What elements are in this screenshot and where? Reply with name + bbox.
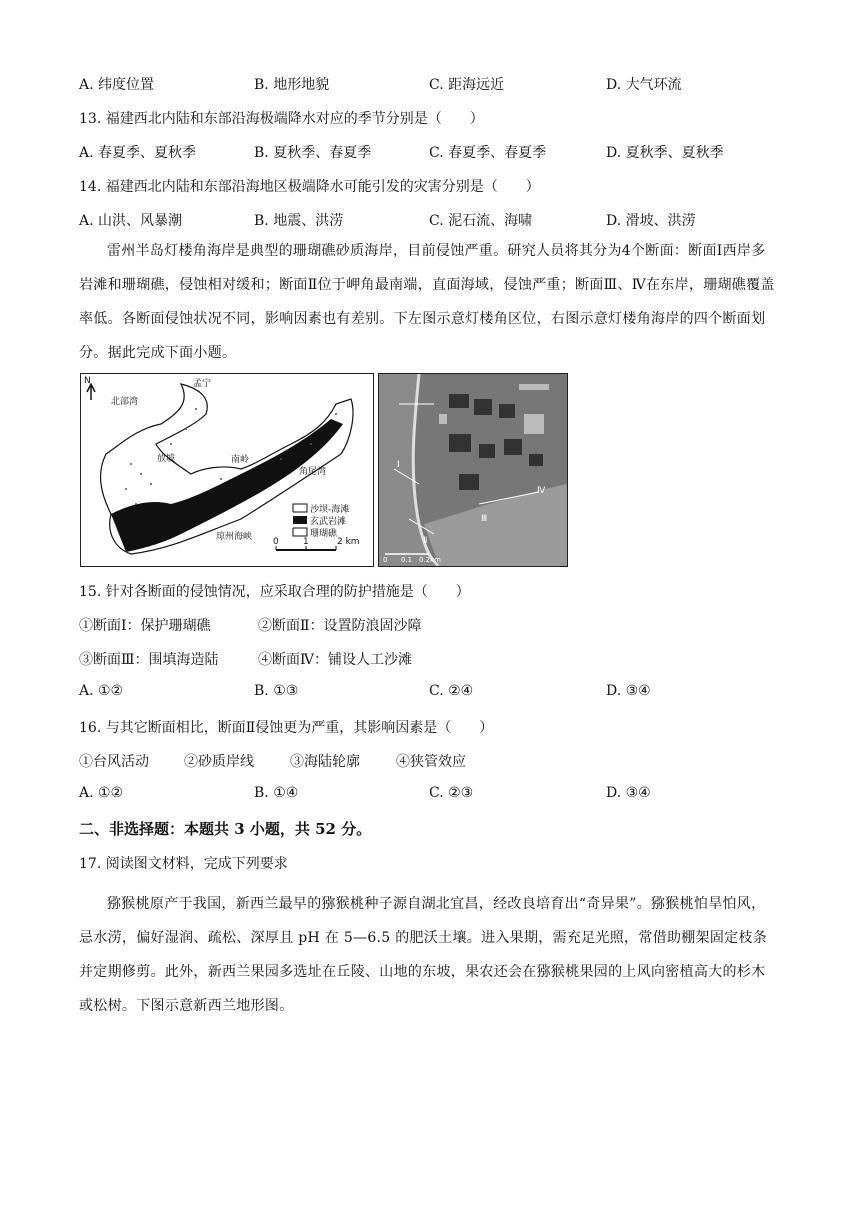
image-scale-0: 0 — [383, 556, 388, 564]
scale-0: 0 — [273, 537, 279, 547]
q17-stem: 17. 阅读图文材料，完成下列要求 — [79, 856, 288, 872]
q14-option-b: B. 地震、洪涝 — [254, 213, 344, 229]
section-4-label: Ⅳ — [537, 486, 546, 496]
q15-item-1: ①断面Ⅰ：保护珊瑚礁 — [79, 618, 211, 634]
label-mengning: 孟宁 — [193, 379, 212, 389]
q15-option-d: D. ③④ — [606, 683, 651, 699]
q16-option-d: D. ③④ — [606, 785, 651, 801]
q14-option-a: A. 山洪、风暴潮 — [79, 213, 183, 229]
section-2-heading: 二、非选择题：本题共 3 小题，共 52 分。 — [79, 820, 372, 838]
section-2-label: Ⅱ — [423, 536, 428, 546]
legend-coral: 珊瑚礁 — [310, 529, 338, 539]
q15-option-b: B. ①③ — [254, 683, 299, 699]
label-beibuwan: 北部湾 — [111, 397, 139, 407]
q16-stem: 16. 与其它断面相比，断面Ⅱ侵蚀更为严重，其影响因素是（ ） — [79, 720, 494, 736]
q12-option-c: C. 距海远近 — [429, 77, 505, 93]
image-scale-01: 0.1 — [401, 556, 413, 564]
label-fangpo: 放坡 — [157, 454, 176, 464]
scale-1: 1 — [303, 537, 309, 547]
q16-item-3: ③海陆轮廓 — [290, 754, 360, 770]
q16-item-1: ①台风活动 — [79, 754, 149, 770]
legend-sandbar: 沙坝-海滩 — [310, 505, 350, 515]
q16-option-c: C. ②③ — [429, 785, 474, 801]
q15-stem: 15. 针对各断面的侵蚀情况，应采取合理的防护措施是（ ） — [79, 584, 470, 600]
q14-stem: 14. 福建西北内陆和东部沿海地区极端降水可能引发的灾害分别是（ ） — [79, 179, 540, 195]
q14-option-c: C. 泥石流、海啸 — [429, 213, 533, 229]
q12-option-a: A. 纬度位置 — [79, 77, 155, 93]
label-jiaoweiwan: 角尾湾 — [299, 467, 327, 477]
image-scale-02: 0.2km — [419, 556, 442, 564]
q13-option-d: D. 夏秋季、夏秋季 — [606, 145, 724, 161]
q13-option-c: C. 春夏季、春夏季 — [429, 145, 547, 161]
q16-item-2: ②砂质岸线 — [184, 754, 254, 770]
legend-basalt: 玄武岩滩 — [310, 517, 347, 527]
passage-denglou: 雷州半岛灯楼角海岸是典型的珊瑚礁砂质海岸，目前侵蚀严重。研究人员将其分为4个断面：断面Ⅰ西岸多岩滩和珊瑚礁，侵蚀相对缓和；断面Ⅱ位于岬角最南端，直面海域，侵蚀严重；断面Ⅲ、Ⅳ在东岸，珊瑚礁覆盖率低。各断面侵蚀状况不同，影响因素也有差别。下左图示意灯楼角区位，右图示意灯楼角海岸的四个断面划分。据此完成下面小题。 — [79, 243, 775, 361]
q16-option-b: B. ①④ — [254, 785, 299, 801]
section-image — [378, 373, 568, 567]
q12-option-d: D. 大气环流 — [606, 77, 682, 93]
scale-2km: 2 km — [337, 537, 360, 547]
q13-option-a: A. 春夏季、夏秋季 — [79, 145, 197, 161]
section-1-label: Ⅰ — [397, 460, 400, 470]
q15-option-c: C. ②④ — [429, 683, 474, 699]
q14-option-d: D. 滑坡、洪涝 — [606, 213, 696, 229]
label-qiongzhou: 琼州海峡 — [216, 532, 253, 542]
location-map — [80, 373, 374, 567]
q15-item-4: ④断面Ⅳ：铺设人工沙滩 — [258, 652, 412, 668]
label-denglouijao: 灯楼角 — [136, 513, 164, 523]
q13-option-b: B. 夏秋季、春夏季 — [254, 145, 372, 161]
q15-item-2: ②断面Ⅱ：设置防浪固沙障 — [258, 618, 422, 634]
q15-item-3: ③断面Ⅲ：围填海造陆 — [79, 652, 219, 668]
q13-stem: 13. 福建西北内陆和东部沿海极端降水对应的季节分别是（ ） — [79, 111, 484, 127]
q16-item-4: ④狭管效应 — [396, 754, 466, 770]
section-3-label: Ⅲ — [481, 514, 488, 524]
q16-option-a: A. ①② — [79, 785, 124, 801]
section-image-drawing — [379, 374, 567, 566]
q17-passage: 猕猴桃原产于我国，新西兰最早的猕猴桃种子源自湖北宜昌，经改良培育出“奇异果”。猕猴桃怕旱怕风，忌水涝，偏好湿润、疏松、深厚且 pH 在 5—6.5 的肥沃土壤。进入果期，需充足光照，常借助棚架固定枝条并定期修剪。此外，新西兰果园多选址在丘陵、山地的东坡，果农还会在猕猴桃果园的上风向密植高大的杉木或松树。下图示意新西兰地形图。 — [79, 896, 768, 1014]
q12-option-b: B. 地形地貌 — [254, 77, 330, 93]
north-arrow-label: N — [84, 376, 91, 386]
q15-option-a: A. ①② — [79, 683, 124, 699]
label-nanling: 南岭 — [231, 455, 250, 465]
